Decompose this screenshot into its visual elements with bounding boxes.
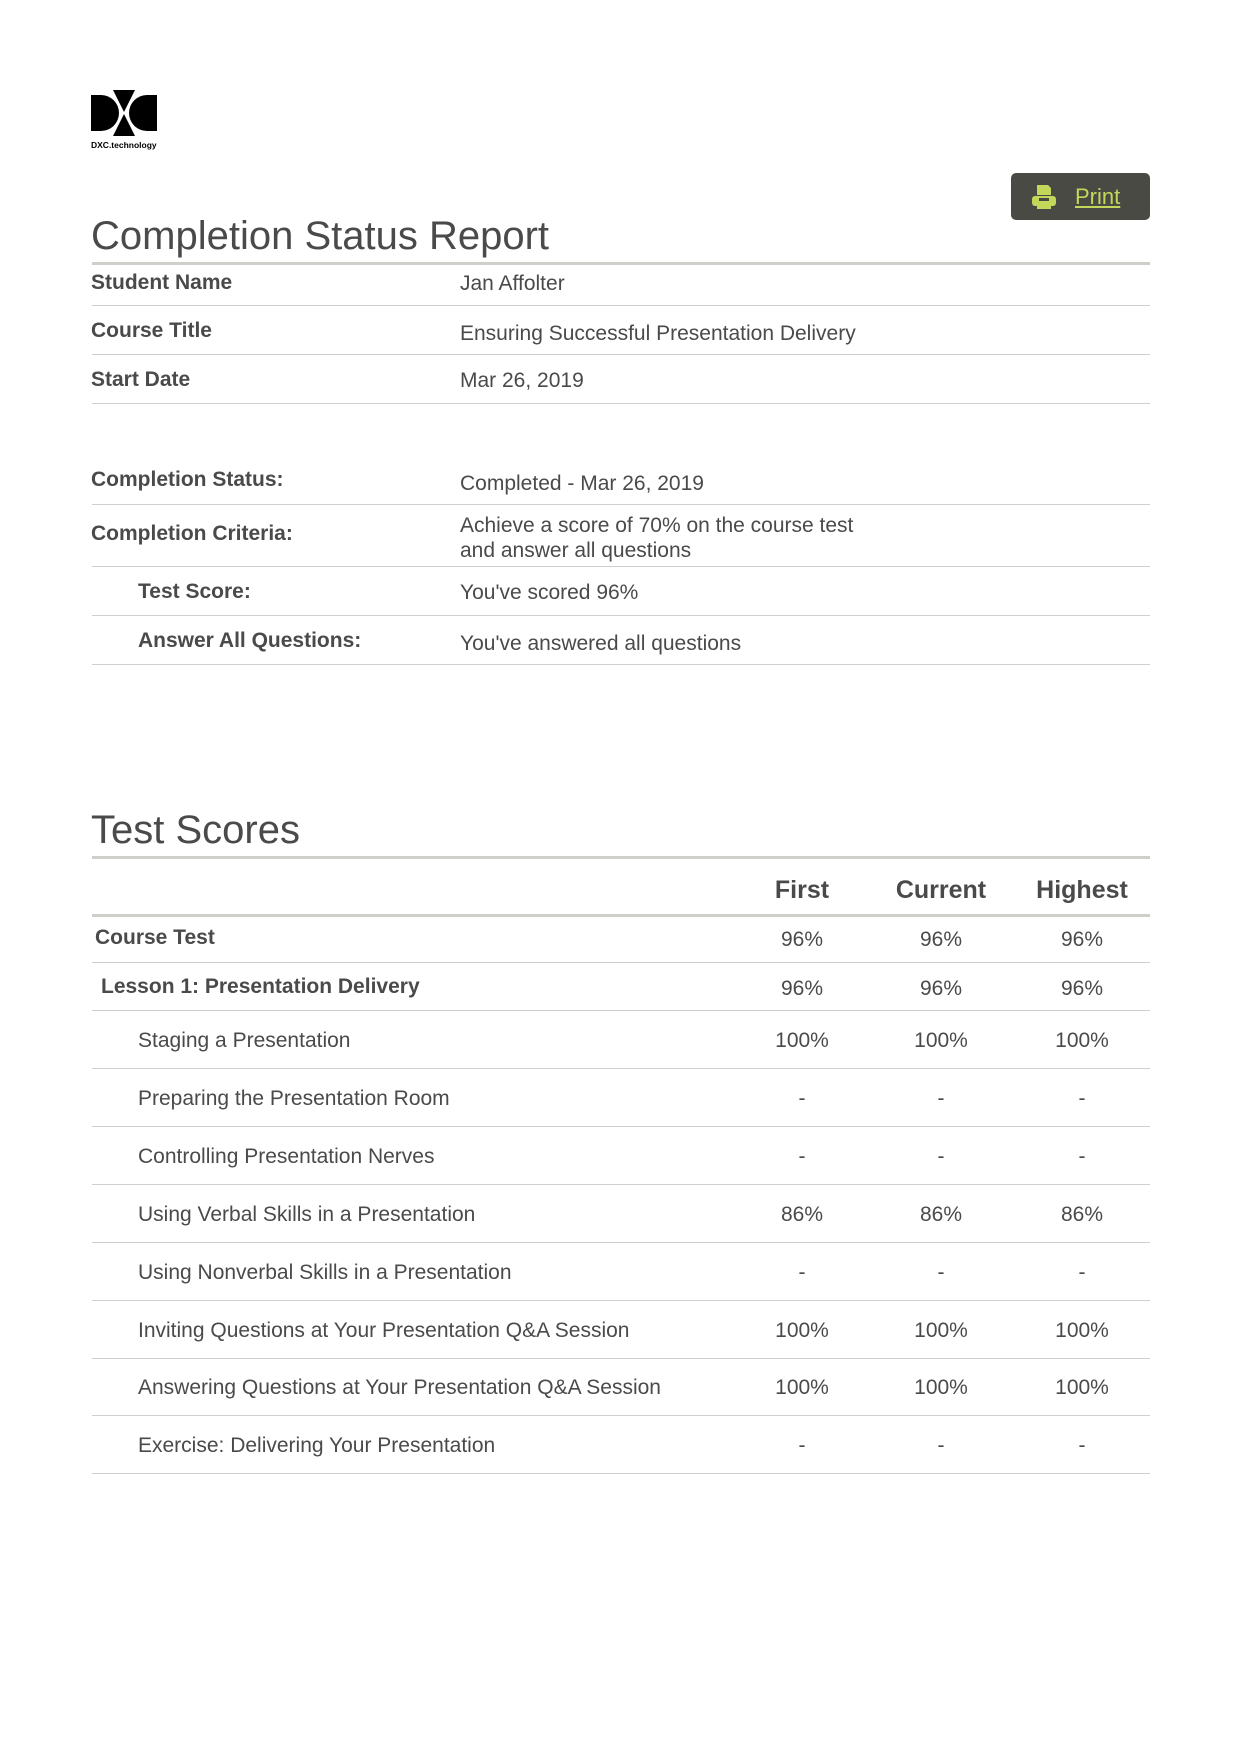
- score-row-name: Preparing the Presentation Room: [138, 1087, 450, 1110]
- column-header-current: Current: [895, 876, 987, 904]
- print-label[interactable]: Print: [1075, 183, 1121, 209]
- row-divider: [92, 305, 1150, 306]
- score-cell-first: 96%: [780, 928, 824, 951]
- score-cell-highest: -: [1078, 1261, 1086, 1284]
- dxc-logo: [91, 90, 161, 150]
- score-row-name: Answering Questions at Your Presentation Q&A Session: [138, 1376, 661, 1399]
- row-divider: [92, 1473, 1150, 1474]
- score-cell-first: -: [798, 1087, 806, 1110]
- score-cell-current: -: [937, 1087, 945, 1110]
- logo-wordmark: DXC.technology: [91, 140, 157, 150]
- score-cell-current: -: [937, 1261, 945, 1284]
- row-divider: [92, 403, 1150, 404]
- completion-criteria-value-line1: Achieve a score of 70% on the course test: [460, 514, 854, 537]
- dxc-logo-mark: [91, 90, 157, 136]
- row-divider: [92, 1184, 1150, 1185]
- score-cell-current: -: [937, 1434, 945, 1457]
- score-cell-current: -: [937, 1145, 945, 1168]
- score-cell-first: 100%: [775, 1319, 829, 1342]
- completion-criteria-label: Completion Criteria:: [91, 522, 293, 545]
- field-label-start-date: Start Date: [91, 368, 191, 391]
- score-cell-highest: 100%: [1055, 1376, 1109, 1399]
- field-label-student-name: Student Name: [91, 271, 233, 294]
- column-header-first: First: [774, 876, 830, 904]
- row-divider: [92, 1358, 1150, 1359]
- answer-all-questions-label: Answer All Questions:: [138, 629, 362, 652]
- score-cell-highest: 100%: [1055, 1319, 1109, 1342]
- score-cell-highest: -: [1078, 1145, 1086, 1168]
- score-cell-current: 96%: [919, 977, 963, 1000]
- row-divider: [92, 1068, 1150, 1069]
- score-row-name: Exercise: Delivering Your Presentation: [138, 1434, 496, 1457]
- score-cell-highest: 86%: [1060, 1203, 1104, 1226]
- score-row-name: Inviting Questions at Your Presentation Q&A Session: [138, 1319, 630, 1342]
- score-cell-current: 96%: [919, 928, 963, 951]
- row-divider: [92, 1126, 1150, 1127]
- score-cell-first: -: [798, 1261, 806, 1284]
- test-score-label: Test Score:: [138, 580, 251, 603]
- score-cell-highest: 96%: [1060, 928, 1104, 951]
- score-row-name: Lesson 1: Presentation Delivery: [101, 975, 420, 998]
- row-divider: [92, 504, 1150, 505]
- score-row-name: Controlling Presentation Nerves: [138, 1145, 435, 1168]
- test-scores-title: Test Scores: [91, 808, 300, 852]
- score-cell-first: -: [798, 1145, 806, 1168]
- score-cell-highest: 96%: [1060, 977, 1104, 1000]
- print-button[interactable]: [1011, 173, 1150, 220]
- score-row-name: Staging a Presentation: [138, 1029, 351, 1052]
- title-divider: [92, 262, 1150, 265]
- row-divider: [92, 1300, 1150, 1301]
- completion-status-label: Completion Status:: [91, 468, 284, 491]
- score-row-name: Using Verbal Skills in a Presentation: [138, 1203, 476, 1226]
- answer-all-questions-value: You've answered all questions: [460, 632, 742, 655]
- test-scores-divider: [92, 856, 1150, 859]
- score-cell-highest: 100%: [1055, 1029, 1109, 1052]
- score-cell-highest: -: [1078, 1434, 1086, 1457]
- score-cell-current: 86%: [919, 1203, 963, 1226]
- score-cell-first: 86%: [780, 1203, 824, 1226]
- row-divider: [92, 354, 1150, 355]
- column-header-highest: Highest: [1036, 876, 1128, 904]
- printer-icon: [1031, 184, 1057, 210]
- row-divider: [92, 1242, 1150, 1243]
- score-cell-first: 96%: [780, 977, 824, 1000]
- row-divider: [92, 1415, 1150, 1416]
- row-divider: [92, 1010, 1150, 1011]
- score-cell-first: -: [798, 1434, 806, 1457]
- row-divider: [92, 566, 1150, 567]
- field-label-course-title: Course Title: [91, 319, 212, 342]
- score-cell-current: 100%: [914, 1319, 968, 1342]
- score-row-name: Using Nonverbal Skills in a Presentation: [138, 1261, 512, 1284]
- score-cell-current: 100%: [914, 1376, 968, 1399]
- field-value-start-date: Mar 26, 2019: [460, 369, 584, 392]
- completion-status-value: Completed - Mar 26, 2019: [460, 472, 704, 495]
- completion-criteria-value-line2: and answer all questions: [460, 539, 692, 562]
- row-divider: [92, 962, 1150, 963]
- report-title: Completion Status Report: [91, 214, 550, 258]
- row-divider: [92, 664, 1150, 665]
- field-value-course-title: Ensuring Successful Presentation Delivery: [460, 322, 856, 345]
- score-row-name: Course Test: [95, 926, 215, 949]
- score-cell-highest: -: [1078, 1087, 1086, 1110]
- score-cell-first: 100%: [775, 1376, 829, 1399]
- test-score-value: You've scored 96%: [460, 581, 639, 604]
- score-cell-current: 100%: [914, 1029, 968, 1052]
- field-value-student-name: Jan Affolter: [460, 272, 565, 295]
- header-divider: [92, 914, 1150, 917]
- score-cell-first: 100%: [775, 1029, 829, 1052]
- row-divider: [92, 615, 1150, 616]
